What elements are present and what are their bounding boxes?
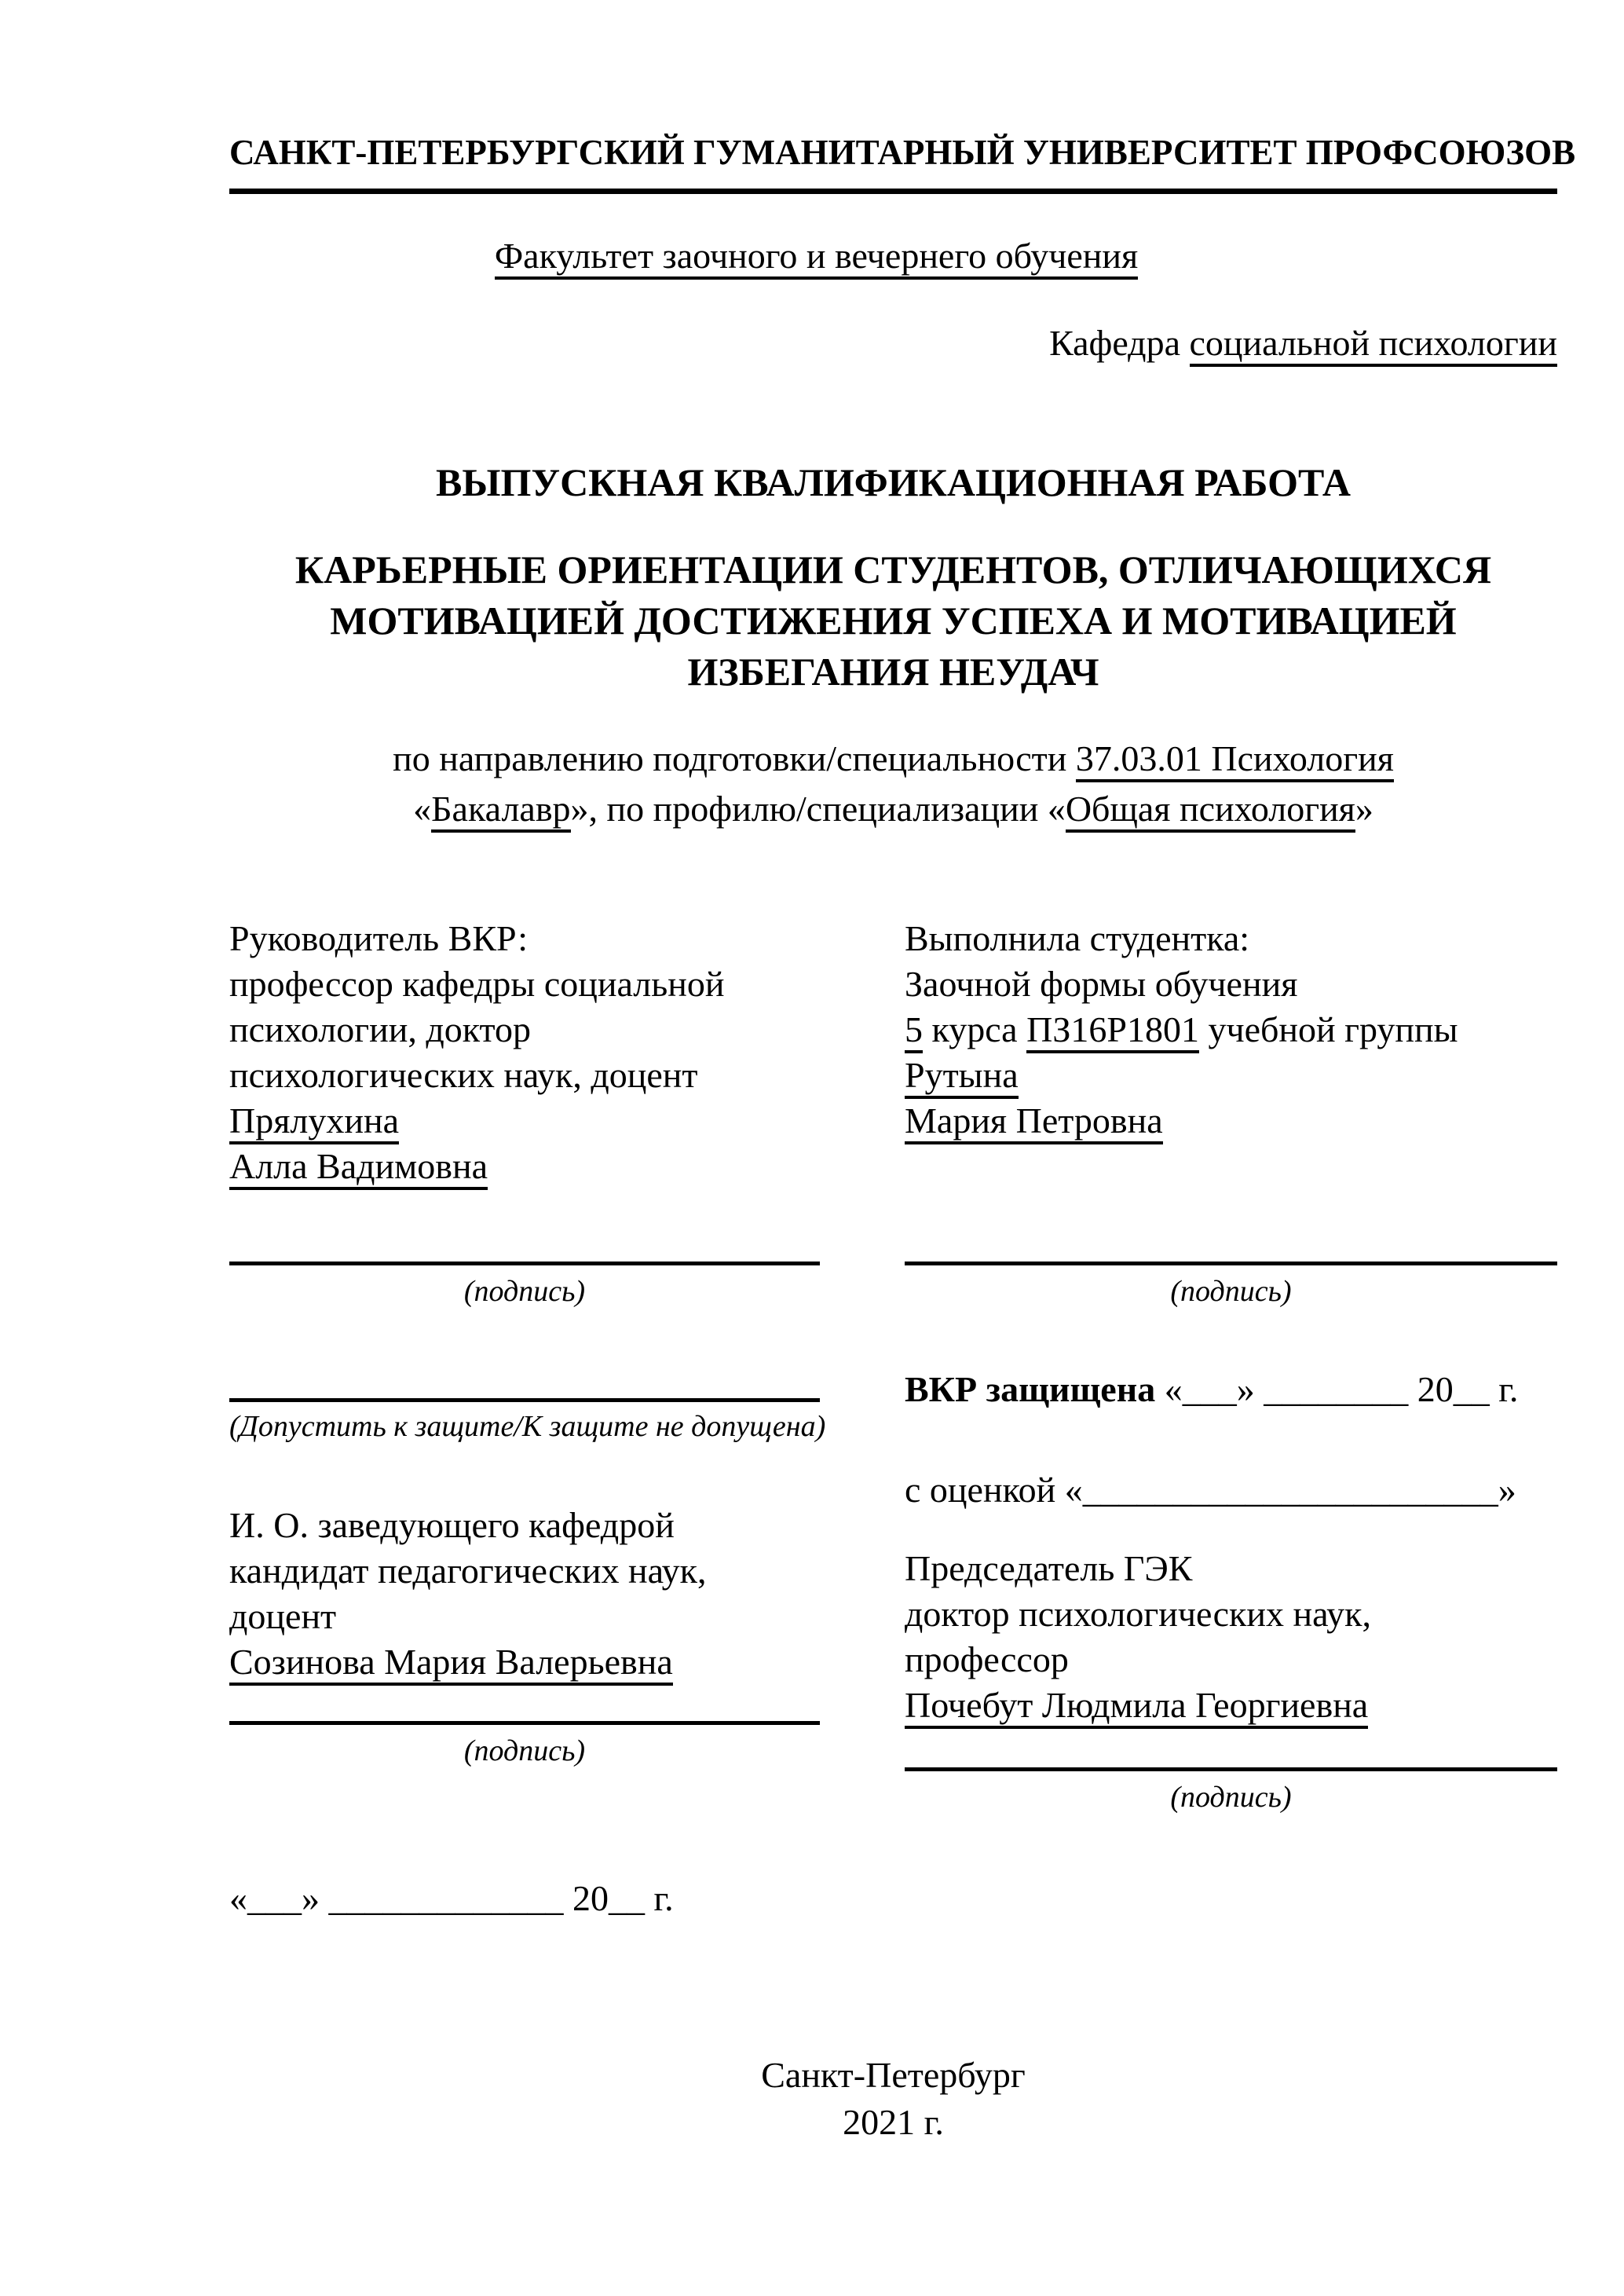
defense-date-blank: «___» ________ 20__ г. (1155, 1369, 1519, 1410)
chairman-position-line-1: Председатель ГЭК (905, 1548, 1193, 1589)
supervisor-label: Руководитель ВКР: (229, 917, 529, 958)
student-firstname (905, 1098, 1557, 1144)
city-name: Санкт-Петербург (761, 2055, 1026, 2095)
thesis-title-line-3: ИЗБЕГАНИЯ НЕУДАЧ (687, 650, 1099, 694)
signature-caption: (подпись) (1170, 1781, 1292, 1814)
student-course: 5 (905, 1009, 923, 1053)
supervisor-position-line-1: профессор кафедры социальной (229, 963, 725, 1004)
spacer-line (905, 1144, 1557, 1189)
student-study-form: Заочной формы обучения (905, 963, 1298, 1004)
supervisor-signature-line (229, 1262, 820, 1265)
year-label: 2021 г. (843, 2102, 944, 2142)
department-name: социальной психологии (1190, 323, 1558, 367)
specialty-prefix: по направлению подготовки/специальности (393, 738, 1076, 778)
signature-caption: (подпись) (1170, 1274, 1292, 1308)
admission-date-blank: «___» _____________ 20__ г. (229, 1878, 674, 1919)
specialty-block (229, 734, 1557, 835)
supervisor-firstname-text: Алла Вадимовна (229, 1146, 488, 1190)
chairman-position-line-2: доктор психологических наук, (905, 1594, 1372, 1635)
work-type-title: ВЫПУСКНАЯ КВАЛИФИКАЦИОННАЯ РАБОТА (436, 460, 1351, 504)
faculty-name-text: Факультет заочного и вечернего обучения (495, 236, 1138, 280)
admission-caption: (Допустить к защите/К защите не допущена) (229, 1410, 826, 1444)
supervisor-surname (229, 1098, 820, 1144)
signature-columns (229, 916, 1557, 1922)
student-group-suffix: учебной группы (1198, 1009, 1458, 1049)
quote-open: « (413, 789, 432, 829)
chairman-block (905, 1546, 1557, 1728)
specialty-code: 37.03.01 Психология (1076, 738, 1394, 782)
head-position-line-2: кандидат педагогических наук, (229, 1550, 707, 1591)
supervisor-surname-text: Прялухина (229, 1100, 399, 1144)
chairman-signature-line (905, 1767, 1557, 1771)
student-label: Выполнила студентка: (905, 917, 1250, 958)
signature-caption: (подпись) (463, 1734, 586, 1767)
thesis-title (229, 544, 1557, 698)
student-surname (905, 1053, 1557, 1098)
university-name: САНКТ-ПЕТЕРБУРГСКИЙ ГУМАНИТАРНЫЙ УНИВЕРСИТЕТ ПРОФСОЮЗОВ (229, 132, 1557, 194)
specialty-mid: », по профилю/специализации « (570, 789, 1066, 829)
head-name (229, 1639, 820, 1685)
footer-block (229, 2052, 1557, 2146)
head-name-text: Созинова Мария Валерьевна (229, 1642, 673, 1686)
faculty-name (152, 235, 1480, 276)
chairman-name-text: Почебут Людмила Георгиевна (905, 1685, 1368, 1729)
degree-name: Бакалавр (431, 789, 570, 833)
chairman-position-line-3: профессор (905, 1639, 1069, 1680)
department-label: Кафедра (1049, 323, 1190, 363)
head-of-department-block (229, 1503, 820, 1685)
head-signature-line (229, 1721, 820, 1725)
right-column (905, 916, 1557, 1922)
student-surname-text: Рутына (905, 1055, 1019, 1099)
quote-close: » (1355, 789, 1373, 829)
profile-name: Общая психология (1066, 789, 1355, 833)
head-position-line-1: И. О. заведующего кафедрой (229, 1504, 675, 1545)
student-signature-line (905, 1262, 1557, 1265)
chairman-name (905, 1683, 1557, 1728)
student-group: ПЗ16Р1801 (1026, 1009, 1199, 1053)
left-column (229, 916, 826, 1922)
thesis-title-line-1: КАРЬЕРНЫЕ ОРИЕНТАЦИИ СТУДЕНТОВ, ОТЛИЧАЮЩИХСЯ (294, 547, 1492, 591)
department-line (229, 322, 1557, 364)
signature-caption: (подпись) (463, 1274, 586, 1308)
specialty-line-1 (229, 734, 1557, 784)
supervisor-position-line-2: психологии, доктор (229, 1009, 531, 1049)
supervisor-firstname (229, 1144, 820, 1189)
defense-label: ВКР защищена (905, 1369, 1156, 1410)
thesis-title-line-2: МОТИВАЦИЕЙ ДОСТИЖЕНИЯ УСПЕХА И МОТИВАЦИЕЙ (330, 599, 1457, 643)
head-position-line-3: доцент (229, 1595, 337, 1636)
student-firstname-text: Мария Петровна (905, 1100, 1163, 1144)
defense-status-line (905, 1367, 1557, 1412)
grade-blank-line: с оценкой «_______________________» (905, 1470, 1516, 1511)
specialty-line-2 (229, 784, 1557, 834)
student-group-line (905, 1007, 1557, 1053)
admission-signature-line (229, 1398, 820, 1402)
supervisor-position-line-3: психологических наук, доцент (229, 1054, 698, 1095)
student-course-label: курса (923, 1009, 1027, 1049)
